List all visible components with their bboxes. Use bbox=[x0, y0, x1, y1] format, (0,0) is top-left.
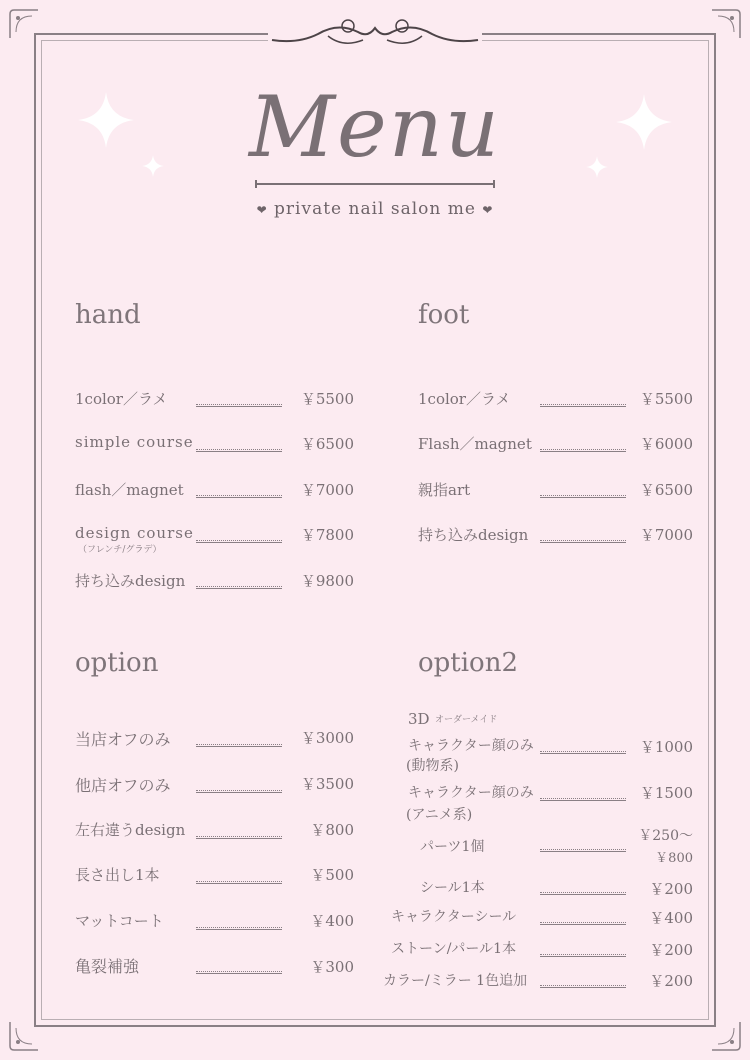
menu-item-label: simple course bbox=[75, 433, 194, 451]
sub-heading-note: オーダーメイド bbox=[435, 715, 498, 725]
menu-item-price: ￥3000 bbox=[300, 729, 354, 747]
section-heading-hand: hand bbox=[75, 300, 141, 330]
salon-name bbox=[0, 199, 750, 219]
menu-item-label: design course bbox=[75, 524, 194, 542]
menu-item-price: ￥200 bbox=[649, 880, 693, 898]
menu-item-price-line2: ￥800 bbox=[655, 851, 693, 866]
menu-item-price: ￥1500 bbox=[639, 784, 693, 802]
menu-item-label: パーツ1個 bbox=[420, 839, 485, 855]
leader-line bbox=[196, 927, 282, 928]
leader-line bbox=[196, 971, 282, 972]
menu-item-price: ￥400 bbox=[649, 909, 693, 927]
menu-item-label: キャラクターシール bbox=[391, 909, 517, 925]
menu-item-label: 長さ出し1本 bbox=[75, 866, 160, 884]
leader-line bbox=[540, 985, 626, 986]
corner-ornament-icon bbox=[706, 1016, 746, 1056]
menu-item-label: flash／magnet bbox=[75, 481, 184, 499]
menu-item-price: ￥6500 bbox=[639, 481, 693, 499]
leader-line bbox=[540, 954, 626, 955]
menu-item-label: キャラクター顔のみ bbox=[408, 738, 534, 754]
menu-item-label: マットコート bbox=[75, 912, 164, 930]
menu-item-price: ￥5500 bbox=[300, 390, 354, 408]
menu-item-label: 当店オフのみ bbox=[75, 730, 171, 749]
section-heading-foot: foot bbox=[418, 300, 470, 330]
corner-ornament-icon bbox=[4, 4, 44, 44]
menu-item-label: シール1本 bbox=[420, 880, 485, 896]
leader-line bbox=[196, 449, 282, 450]
leader-line bbox=[540, 798, 626, 799]
section-heading-option2: option2 bbox=[418, 648, 519, 678]
menu-item-price: ￥250〜 bbox=[638, 828, 693, 844]
menu-item-label-line2: (アニメ系) bbox=[406, 807, 473, 823]
corner-ornament-icon bbox=[706, 4, 746, 44]
menu-item-label: ストーン/パール1本 bbox=[391, 941, 517, 957]
page-title: Menu bbox=[249, 78, 501, 176]
leader-line bbox=[196, 586, 282, 587]
salon-name-text: private nail salon me bbox=[274, 199, 476, 219]
menu-item-label: カラー/ミラー 1色追加 bbox=[383, 973, 528, 989]
title-divider bbox=[255, 183, 495, 185]
leader-line bbox=[196, 836, 282, 837]
menu-item-label: 他店オフのみ bbox=[75, 776, 171, 795]
menu-item-price: ￥6500 bbox=[300, 435, 354, 453]
menu-item-price: ￥9800 bbox=[300, 572, 354, 590]
menu-item-price: ￥3500 bbox=[300, 775, 354, 793]
menu-item-price: ￥7000 bbox=[300, 481, 354, 499]
leader-line bbox=[196, 790, 282, 791]
menu-item-label: 1color／ラメ bbox=[75, 390, 168, 408]
menu-item-price: ￥300 bbox=[310, 958, 354, 976]
menu-item-label: 持ち込みdesign bbox=[75, 572, 186, 590]
menu-item-label: 親指art bbox=[418, 481, 471, 499]
menu-item-label-line2: (動物系) bbox=[406, 758, 459, 774]
menu-item-price: ￥400 bbox=[310, 912, 354, 930]
leader-line bbox=[196, 404, 282, 405]
menu-item-label: Flash／magnet bbox=[418, 435, 532, 453]
heart-icon: ❤ bbox=[256, 203, 268, 217]
menu-item-label: キャラクター顔のみ bbox=[408, 785, 534, 801]
sub-heading-3d: 3D bbox=[408, 710, 430, 728]
leader-line bbox=[540, 922, 626, 923]
heart-icon: ❤ bbox=[482, 203, 494, 217]
menu-item-price: ￥800 bbox=[310, 821, 354, 839]
leader-line bbox=[196, 495, 282, 496]
leader-line bbox=[540, 751, 626, 752]
menu-item-label: 1color／ラメ bbox=[418, 390, 511, 408]
menu-item-price: ￥7800 bbox=[300, 526, 354, 544]
menu-item-price: ￥7000 bbox=[639, 526, 693, 544]
leader-line bbox=[540, 849, 626, 850]
leader-line bbox=[540, 449, 626, 450]
leader-line bbox=[540, 495, 626, 496]
top-flourish-icon bbox=[268, 14, 482, 50]
leader-line bbox=[540, 404, 626, 405]
leader-line bbox=[540, 540, 626, 541]
menu-item-price: ￥200 bbox=[649, 941, 693, 959]
leader-line bbox=[196, 540, 282, 541]
leader-line bbox=[196, 881, 282, 882]
leader-line bbox=[196, 744, 282, 745]
menu-item-price: ￥5500 bbox=[639, 390, 693, 408]
menu-item-price: ￥200 bbox=[649, 972, 693, 990]
menu-item-note: （フレンチ/グラデ） bbox=[78, 545, 162, 555]
section-heading-option: option bbox=[75, 648, 159, 678]
corner-ornament-icon bbox=[4, 1016, 44, 1056]
menu-item-price: ￥1000 bbox=[639, 738, 693, 756]
leader-line bbox=[540, 892, 626, 893]
menu-item-label: 亀裂補強 bbox=[75, 957, 140, 976]
menu-item-label: 持ち込みdesign bbox=[418, 526, 529, 544]
menu-item-price: ￥500 bbox=[310, 866, 354, 884]
menu-item-price: ￥6000 bbox=[639, 435, 693, 453]
menu-item-label: 左右違うdesign bbox=[75, 821, 186, 839]
